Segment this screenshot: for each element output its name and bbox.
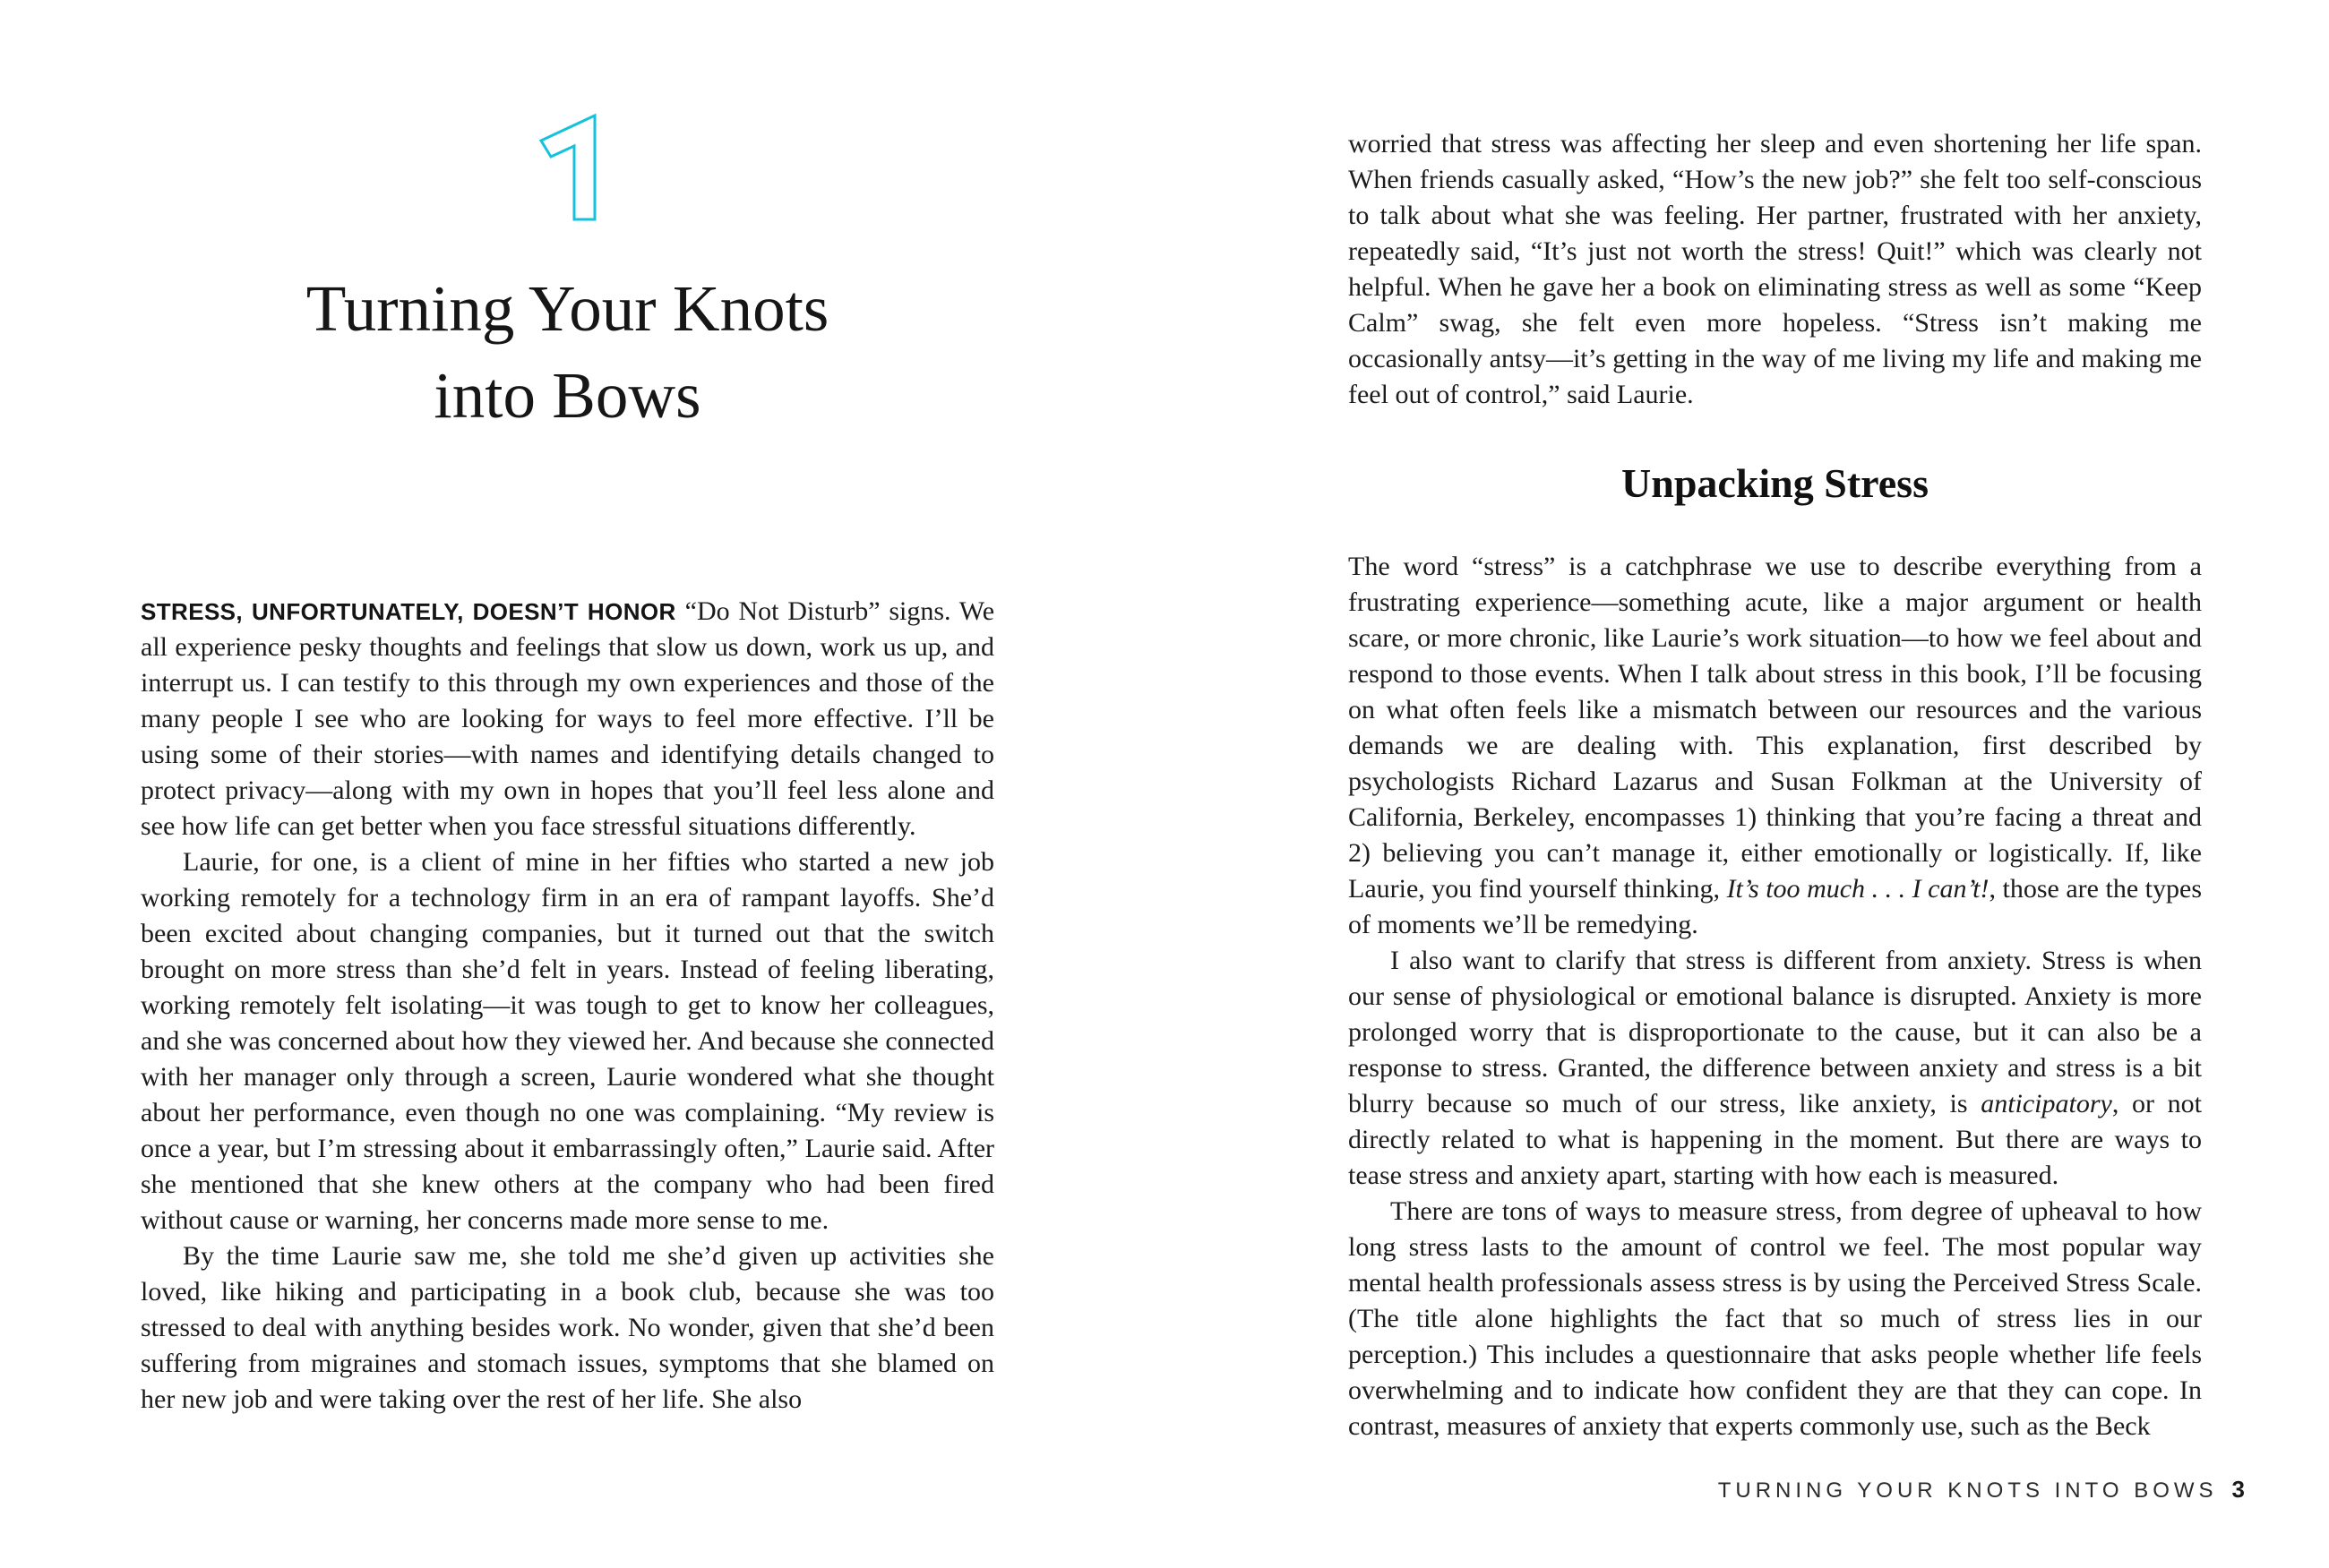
page-number: 3 [2231, 1476, 2245, 1503]
left-page [141, 0, 994, 1568]
right-page-body-top [1348, 126, 2202, 413]
chapter-title [141, 265, 994, 439]
chapter-number-outline-icon [538, 113, 597, 222]
running-head: TURNING YOUR KNOTS INTO BOWS [1717, 1478, 2218, 1503]
body-paragraph: There are tons of ways to measure stress, from degree of upheaval to how long stress lasts to the amount of control we feel. The most popular way mental health professionals assess stress is by using the Perceived Stress Scale. (The title alone highlights the fact that so much of stress lies in our perception.) This includes a questionnaire that asks people whether life feels overwhelming and to indicate how confident they are that they can cope. In contrast, measures of anxiety that experts commonly use, such as the Beck [1348, 1196, 2202, 1441]
body-paragraph: STRESS, UNFORTUNATELY, DOESN’T HONOR “Do Not Disturb” signs. We all experience pesky thoughts and feelings that slow us down, work us up, and interrupt us. I can testify to this through my own experiences and those of the many people I see who are looking for ways to feel more effective. I’ll be using some of their stories—with names and identifying details changed to protect privacy—along with my own in hopes that you’ll feel less alone and see how life can get better when you face stressful situations differently. [141, 596, 995, 841]
body-paragraph: I also want to clarify that stress is different from anxiety. Stress is when our sense of physiological or emotional balance is disrupted. Anxiety is more prolonged worry that is disproportionate to the cause, but it can also be a response to stress. Granted, the difference between anxiety and stress is a bit blurry because so much of our stress, like anxiety, is anticipatory, or not directly related to what is happening in the moment. But there are ways to tease stress and anxiety apart, starting with how each is measured. [1348, 946, 2202, 1190]
body-paragraph: worried that stress was affecting her sleep and even shortening her life span. When friends casually asked, “How’s the new job?” she felt too self-conscious to talk about what she was feeling. Her partner, frustrated with her anxiety, repeatedly said, “It’s just not worth the stress! Quit!” which was clearly not helpful. When he gave her a book on eliminating stress as well as some “Keep Calm” swag, she felt even more hopeless. “Stress isn’t making me occasionally antsy—it’s getting in the way of me living my life and making me feel out of control,” said Laurie. [1348, 129, 2202, 409]
left-page-body [141, 594, 994, 1418]
right-page [1348, 0, 2245, 1568]
body-paragraph: By the time Laurie saw me, she told me she’d given up activities she loved, like hiking and participating in a book club, because she was too stressed to deal with anything besides work. No wonder, given that she’d been suffering from migraines and stomach issues, symptoms that she blamed on her new job and were taking over the rest of her life. She also [141, 1241, 994, 1414]
chapter-number [141, 113, 994, 222]
body-paragraph: The word “stress” is a catchphrase we use to describe everything from a frustrating experience—something acute, like a major argument or health scare, or more chronic, like Laurie’s work situation—to how we feel about and respond to those events. When I talk about stress in this book, I’ll be focusing on what often feels like a mismatch between our resources and the various demands we are dealing with. This explanation, first described by psychologists Richard Lazarus and Susan Folkman at the University of California, Berkeley, encompasses 1) thinking that you’re facing a threat and 2) believing you can’t manage it, either emotionally or logistically. If, like Laurie, you find yourself thinking, It’s too much . . . I can’t!, those are the types of moments we’ll be remedying. [1348, 552, 2203, 939]
page-footer [1348, 1476, 2245, 1504]
section-heading: Unpacking Stress [1621, 460, 1929, 506]
body-paragraph: Laurie, for one, is a client of mine in her fifties who started a new job working remotely for a technology firm in an era of rampant layoffs. She’d been excited about changing companies, but it turned out that the switch brought on more stress than she’d felt in years. Instead of feeling liberating, working remotely felt isolating—it was tough to get to know her colleagues, and she was concerned about how they viewed her. And because she connected with her manager only through a screen, Laurie wondered what she thought about her performance, even though no one was complaining. “My review is once a year, but I’m stressing about it embarrassingly often,” Laurie said. After she mentioned that she knew others at the company who had been fired without cause or warning, her concerns made more sense to me. [141, 847, 994, 1235]
chapter-title-line-1: Turning Your Knots [305, 272, 829, 345]
right-page-body-bottom [1348, 549, 2202, 1444]
chapter-title-line-2: into Bows [434, 359, 701, 432]
